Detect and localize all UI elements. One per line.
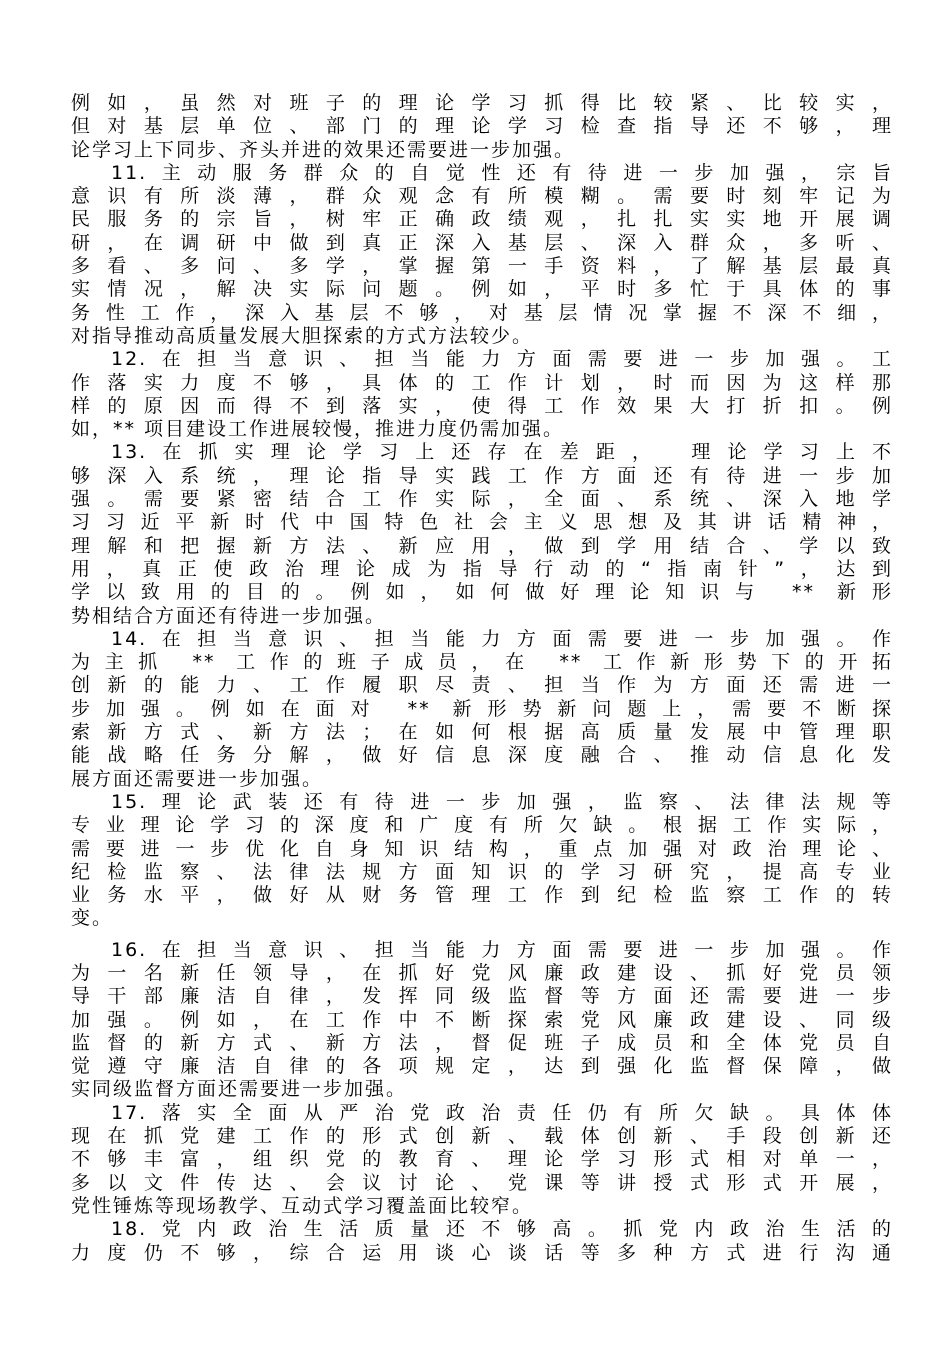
text-line: 为一名新任领导，在抓好党风廉政建设、抓好党员领 (71, 961, 893, 984)
text-line: 专业理论学习的深度和广度有所欠缺。根据工作实际， (71, 814, 893, 837)
text-line: 务性工作，深入基层不够，对基层情况掌握不深不细， (71, 301, 893, 324)
text-line: 多以文件传达、会议讨论、党课等讲授式形式开展， (71, 1171, 893, 1194)
paragraph-12 (71, 348, 893, 441)
paragraph-10-continued (71, 92, 893, 162)
paragraph-18 (71, 1218, 893, 1265)
text-line: 如，** 项目建设工作进展较慢，推进力度仍需加强。 (71, 418, 565, 441)
text-line: 14.在担当意识、担当能力方面需要进一步加强。作 (111, 627, 893, 650)
paragraph-14 (71, 628, 893, 791)
text-line: 监督的新方式、新方法，督促班子成员和全体党员自 (71, 1031, 893, 1054)
text-line: 导干部廉洁自律，发挥同级监督等方面还需要进一步 (71, 985, 893, 1008)
text-line: 现在抓党建工作的形式创新、载体创新、手段创新还 (71, 1125, 893, 1148)
text-line: 加强。例如，在工作中不断探索党风廉政建设、同级 (71, 1008, 893, 1031)
text-line: 意识有所淡薄，群众观念有所模糊。需要时刻牢记为 (71, 185, 893, 208)
text-line: 索新方式、新方法；在如何根据高质量发展中管理职 (71, 721, 893, 744)
text-line: 样的原因而得不到落实，使得工作效果大打折扣。例 (71, 394, 893, 417)
text-line: 16.在担当意识、担当能力方面需要进一步加强。作 (111, 938, 893, 961)
paragraph-gap (71, 931, 893, 939)
text-line: 党性锤炼等现场教学、互动式学习覆盖面比较窄。 (71, 1194, 534, 1217)
text-line: 纪检监察、法律法规方面知识的学习研究，提高专业 (71, 860, 893, 883)
text-line: 够深入系统，理论指导实践工作方面还有待进一步加 (71, 464, 893, 487)
text-line: 觉遵守廉洁自律的各项规定，达到强化监督保障，做 (71, 1055, 893, 1078)
text-line: 理解和把握新方法、新应用，做到学用结合、学以致 (71, 534, 893, 557)
text-line: 例如，虽然对班子的理论学习抓得比较紧、比较实， (71, 92, 893, 114)
text-line: 论学习上下同步、齐头并进的效果还需要进一步加强。 (71, 138, 576, 161)
text-line: 实情况，解决实际问题。例如，平时多忙于具体的事 (71, 278, 893, 301)
text-line: 步加强。例如在面对 ** 新形势新问题上，需要不断探 (71, 697, 893, 720)
text-line: 习习近平新时代中国特色社会主义思想及其讲话精神， (71, 511, 893, 534)
text-line: 实同级监督方面还需要进一步加强。 (71, 1078, 408, 1101)
text-line: 势相结合方面还有待进一步加强。 (71, 604, 387, 627)
text-line: 强。需要紧密结合工作实际，全面、系统、深入地学 (71, 488, 893, 511)
text-line: 变。 (71, 907, 114, 930)
text-line: 能战略任务分解，做好信息深度融合、推动信息化发 (71, 744, 893, 767)
text-line: 13.在抓实理论学习上还存在差距， 理论学习上不 (111, 441, 893, 464)
text-line: 研，在调研中做到真正深入基层、深入群众，多听、 (71, 231, 893, 254)
text-line: 对指导推动高质量发展大胆探索的方式方法较少。 (71, 324, 534, 347)
text-line: 用，真正使政治理论成为指导行动的“指南针”，达到 (71, 557, 893, 580)
text-line: 民服务的宗旨，树牢正确政绩观，扎扎实实地开展调 (71, 208, 893, 231)
text-line: 力度仍不够，综合运用谈心谈话等多种方式进行沟通 (71, 1241, 893, 1264)
text-line: 学以致用的目的。例如，如何做好理论知识与 ** 新形 (71, 581, 893, 604)
paragraph-15 (71, 791, 893, 931)
text-line: 11.主动服务群众的自觉性还有待进一步加强，宗旨 (111, 161, 893, 184)
text-line: 创新的能力、工作履职尽责、担当作为方面还需进一 (71, 674, 893, 697)
text-line: 18.党内政治生活质量还不够高。抓党内政治生活的 (111, 1218, 893, 1241)
text-line: 作落实力度不够，具体的工作计划，时而因为这样那 (71, 371, 893, 394)
text-line: 多看、多问、多学，掌握第一手资料，了解基层最真 (71, 255, 893, 278)
text-line: 但对基层单位、部门的理论学习检查指导还不够，理 (71, 115, 893, 138)
text-line: 展方面还需要进一步加强。 (71, 767, 324, 790)
paragraph-17 (71, 1102, 893, 1218)
text-line: 不够丰富，组织党的教育、理论学习形式相对单一， (71, 1148, 893, 1171)
text-line: 为主抓 ** 工作的班子成员，在 ** 工作新形势下的开拓 (71, 651, 893, 674)
text-line: 17.落实全面从严治党政治责任仍有所欠缺。具体体 (111, 1101, 893, 1124)
paragraph-11 (71, 162, 893, 348)
document-page (71, 92, 893, 1265)
text-line: 业务水平，做好从财务管理工作到纪检监察工作的转 (71, 884, 893, 907)
text-line: 12.在担当意识、担当能力方面需要进一步加强。工 (111, 348, 893, 371)
text-line: 需要进一步优化自身知识结构，重点加强对政治理论、 (71, 837, 893, 860)
paragraph-16 (71, 939, 893, 1102)
paragraph-13 (71, 441, 893, 627)
text-line: 15.理论武装还有待进一步加强，监察、法律法规等 (111, 790, 893, 813)
